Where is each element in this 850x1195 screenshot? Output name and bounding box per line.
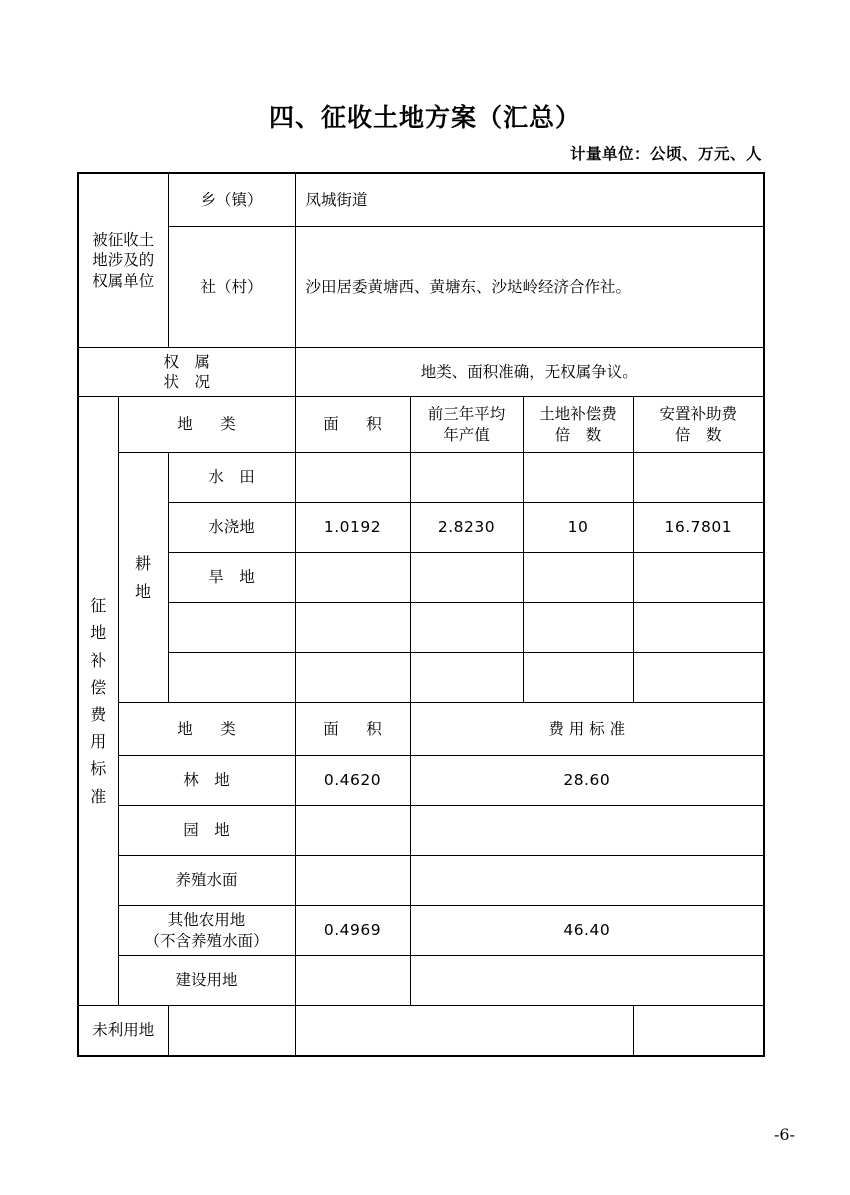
land-area-value xyxy=(295,856,410,906)
vlabel-char-0: 征 xyxy=(90,596,107,616)
land-type-name xyxy=(78,1006,168,1057)
land-area-value xyxy=(295,603,410,653)
land-area-value xyxy=(295,503,410,553)
land-type-name xyxy=(118,906,295,956)
land-compensation-value xyxy=(523,603,633,653)
table-header-row-secondary xyxy=(78,703,764,756)
table-row-dry-land xyxy=(78,553,764,603)
cultivated-row-1-resettle: 16.7801 xyxy=(664,518,733,537)
avg-yield-value xyxy=(410,453,523,503)
land-type-name xyxy=(168,453,295,503)
land-area-value xyxy=(295,653,410,703)
compensation-standard-vertical-label xyxy=(78,397,118,1006)
table-header-row-primary xyxy=(78,397,764,453)
table-row-unused-land xyxy=(78,1006,764,1057)
cultivated-row-1-avg-yield: 2.8230 xyxy=(437,518,496,537)
header-land-type-text: 地 类 xyxy=(177,415,242,434)
land-type-name xyxy=(118,956,295,1006)
header-land-comp-line2: 倍 数 xyxy=(554,425,602,444)
land-type-name xyxy=(168,553,295,603)
other-row-3-fee: 46.40 xyxy=(563,921,611,940)
ownership-status-label-line2: 状 况 xyxy=(163,373,211,391)
other-row-1-name: 园 地 xyxy=(183,821,230,840)
land-compensation-value xyxy=(523,453,633,503)
vlabel-char-6: 标 xyxy=(90,759,107,779)
township-value-cell xyxy=(295,173,764,227)
other-row-0-fee: 28.60 xyxy=(563,771,611,790)
table-row-forest-land xyxy=(78,756,764,806)
table-row-blank-2 xyxy=(78,653,764,703)
township-label: 乡（镇） xyxy=(200,190,263,209)
table-row-ownership-status xyxy=(78,348,764,397)
land-acquisition-table-wrapper xyxy=(77,172,763,1057)
header-land-compensation-multiple xyxy=(523,397,633,453)
vlabel-char-4: 费 xyxy=(90,705,107,724)
other-row-3-area: 0.4969 xyxy=(323,921,382,940)
village-label-cell xyxy=(168,227,295,348)
land-acquisition-table xyxy=(77,172,765,1057)
land-type-name xyxy=(118,756,295,806)
cultivated-row-2-name: 旱 地 xyxy=(208,568,255,587)
header-resettlement-multiple xyxy=(633,397,764,453)
cultivated-row-1-area: 1.0192 xyxy=(323,518,382,537)
header-avg-yield xyxy=(410,397,523,453)
table-row-irrigated-land xyxy=(78,503,764,553)
avg-yield-value xyxy=(410,553,523,603)
village-value: 沙田居委黄塘西、黄塘东、沙垯岭经济合作社。 xyxy=(305,277,632,296)
fee-standard-value xyxy=(295,1006,633,1057)
land-area-value xyxy=(295,906,410,956)
cultivated-row-0-name: 水 田 xyxy=(208,468,255,487)
cultivated-row-1-land-comp: 10 xyxy=(567,518,589,537)
other-row-2-name: 养殖水面 xyxy=(175,871,238,890)
vlabel-char-2: 补 xyxy=(90,650,107,670)
ownership-status-label-line1: 权 属 xyxy=(163,352,211,371)
table-row-other-agricultural-land xyxy=(78,906,764,956)
land-type-name xyxy=(118,806,295,856)
header-area-text: 面 积 xyxy=(323,415,388,434)
township-label-cell xyxy=(168,173,295,227)
header-resettle-line1: 安置补助费 xyxy=(659,404,738,423)
village-label: 社（村） xyxy=(200,277,263,296)
avg-yield-value xyxy=(410,503,523,553)
avg-yield-value xyxy=(410,603,523,653)
land-area-value xyxy=(295,806,410,856)
vlabel-char-1: 地 xyxy=(90,623,107,643)
fee-standard-value xyxy=(410,856,764,906)
ownership-status-value: 地类、面积准确，无权属争议。 xyxy=(420,362,638,381)
fee-standard-value xyxy=(410,806,764,856)
other-row-0-name: 林 地 xyxy=(183,771,230,790)
other-row-4-name: 建设用地 xyxy=(175,971,238,990)
land-type-name xyxy=(168,653,295,703)
header2-land-type xyxy=(118,703,295,756)
village-value-cell xyxy=(295,227,764,348)
other-row-5-name: 未利用地 xyxy=(92,1021,155,1040)
vlabel-char-3: 偿 xyxy=(90,677,107,697)
land-compensation-value xyxy=(523,553,633,603)
land-type-name xyxy=(168,503,295,553)
land-compensation-value xyxy=(523,653,633,703)
other-row-3-name-line2: （不含养殖水面） xyxy=(144,931,269,950)
avg-yield-value xyxy=(410,653,523,703)
table-row-township xyxy=(78,173,764,227)
cultivated-land-group-label xyxy=(118,453,168,703)
fee-standard-value xyxy=(410,756,764,806)
resettlement-value xyxy=(633,553,764,603)
table-row-blank-1 xyxy=(78,603,764,653)
resettlement-value xyxy=(633,453,764,503)
header-resettle-line2: 倍 数 xyxy=(675,425,722,444)
fee-standard-value xyxy=(410,906,764,956)
other-row-0-area: 0.4620 xyxy=(323,771,382,790)
header-land-type xyxy=(118,397,295,453)
resettlement-value xyxy=(633,603,764,653)
ownership-status-value-cell xyxy=(295,348,764,397)
land-area-value xyxy=(168,1006,295,1057)
table-row-garden-land xyxy=(78,806,764,856)
land-type-name xyxy=(118,856,295,906)
land-area-value xyxy=(295,453,410,503)
cultivated-land-group-label-text xyxy=(119,550,168,604)
page-title: 四、征收土地方案（汇总） xyxy=(268,103,581,132)
ownership-status-label-cell xyxy=(78,348,295,397)
header-area xyxy=(295,397,410,453)
fee-standard-value xyxy=(410,956,764,1006)
land-compensation-value xyxy=(523,503,633,553)
measurement-unit-note: 计量单位：公顷、万元、人 xyxy=(569,145,762,163)
table-row-construction-land xyxy=(78,956,764,1006)
cultivated-row-1-name: 水浇地 xyxy=(208,518,255,537)
cultivated-char-1: 地 xyxy=(135,581,152,601)
table-row-aquaculture-water xyxy=(78,856,764,906)
table-row-village xyxy=(78,227,764,348)
resettlement-value xyxy=(633,503,764,553)
ownership-units-label-text: 被征收土地涉及的权属单位 xyxy=(92,231,155,290)
resettlement-value xyxy=(633,653,764,703)
header2-area-text: 面 积 xyxy=(323,719,388,738)
header2-area xyxy=(295,703,410,756)
cultivated-char-0: 耕 xyxy=(135,554,152,574)
land-area-value xyxy=(295,756,410,806)
land-area-value xyxy=(295,956,410,1006)
header2-land-type-text: 地 类 xyxy=(177,719,242,738)
header-avg-yield-line1: 前三年平均 xyxy=(427,404,506,423)
header2-fee-standard xyxy=(410,703,764,756)
compensation-standard-vertical-label-text xyxy=(79,592,118,810)
header-land-comp-line1: 土地补偿费 xyxy=(539,404,617,423)
land-area-value xyxy=(295,553,410,603)
ownership-units-label xyxy=(78,173,168,348)
other-row-3-name: 其他农用地 xyxy=(167,911,246,930)
vlabel-char-7: 准 xyxy=(90,786,107,806)
header2-fee-standard-text: 费 用 标 准 xyxy=(548,719,626,738)
header-avg-yield-line2: 年产值 xyxy=(443,425,490,444)
land-type-name xyxy=(168,603,295,653)
page-number: -6- xyxy=(774,1125,795,1144)
township-value: 凤城街道 xyxy=(305,190,368,209)
vlabel-char-5: 用 xyxy=(90,732,107,752)
table-row-paddy-field xyxy=(78,453,764,503)
